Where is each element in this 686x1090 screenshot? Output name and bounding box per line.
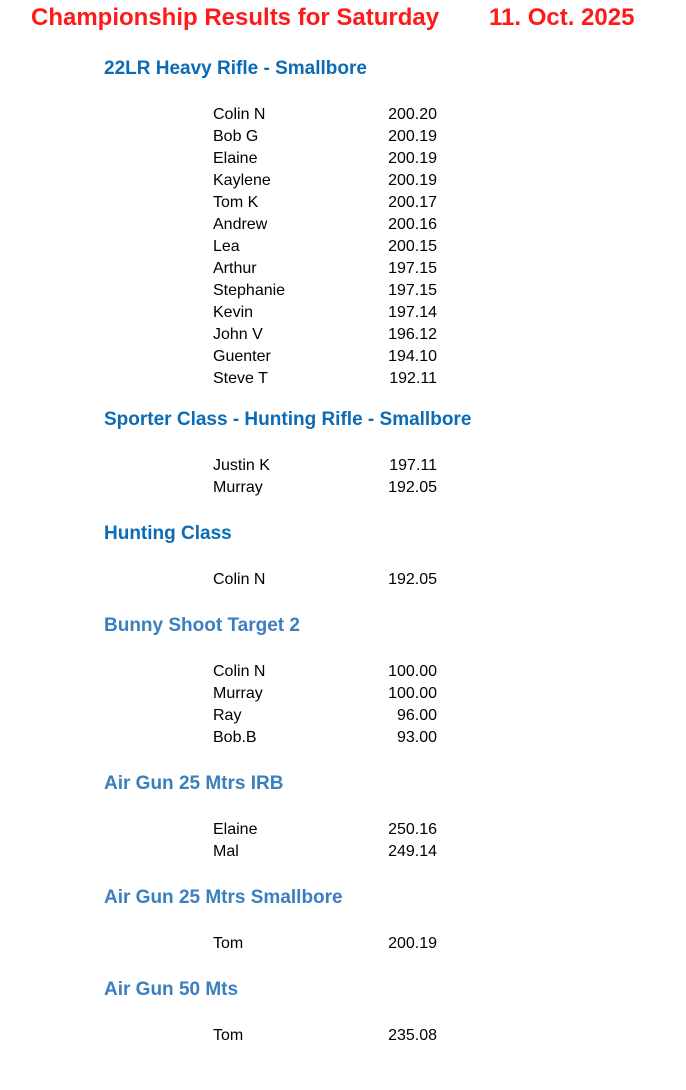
competitor-score: 192.11 <box>389 370 437 387</box>
result-row <box>213 661 473 683</box>
competitor-name: Tom K <box>213 194 259 211</box>
competitor-name: Murray <box>213 685 263 702</box>
competitor-score: 197.11 <box>389 457 437 474</box>
competitor-name: Lea <box>213 238 240 255</box>
result-row <box>213 455 473 477</box>
page-title: Championship Results for Saturday <box>31 4 440 31</box>
result-row <box>213 705 473 727</box>
section-heading: Sporter Class - Hunting Rifle - Smallbore <box>104 409 472 430</box>
result-row <box>213 1025 473 1047</box>
result-row <box>213 170 473 192</box>
competitor-score: 200.19 <box>388 935 437 952</box>
competitor-name: Colin N <box>213 106 266 123</box>
competitor-name: Murray <box>213 479 263 496</box>
competitor-name: Kaylene <box>213 172 271 189</box>
result-row <box>213 236 473 258</box>
competitor-score: 200.20 <box>388 106 437 123</box>
competitor-name: Arthur <box>213 260 257 277</box>
result-row <box>213 104 473 126</box>
competitor-name: Bob.B <box>213 729 257 746</box>
result-row <box>213 727 473 749</box>
competitor-score: 96.00 <box>396 707 437 724</box>
competitor-score: 200.16 <box>388 216 437 233</box>
competitor-name: Justin K <box>213 457 270 474</box>
result-row <box>213 477 473 499</box>
competitor-score: 192.05 <box>388 479 437 496</box>
competitor-name: Bob G <box>213 128 259 145</box>
result-row <box>213 214 473 236</box>
result-row <box>213 192 473 214</box>
result-row <box>213 683 473 705</box>
competitor-score: 100.00 <box>388 685 437 702</box>
result-row <box>213 569 473 591</box>
competitor-score: 197.15 <box>388 282 437 299</box>
competitor-name: Andrew <box>213 216 268 233</box>
results-date: 11. Oct. 2025 <box>489 4 635 31</box>
section-heading: Bunny Shoot Target 2 <box>104 615 300 636</box>
competitor-score: 249.14 <box>388 843 437 860</box>
competitor-score: 197.15 <box>388 260 437 277</box>
competitor-score: 194.10 <box>388 348 437 365</box>
competitor-name: Tom <box>213 935 244 952</box>
competitor-score: 192.05 <box>388 571 437 588</box>
result-row <box>213 324 473 346</box>
competitor-name: Colin N <box>213 663 266 680</box>
section-heading: 22LR Heavy Rifle - Smallbore <box>104 58 367 79</box>
result-row <box>213 148 473 170</box>
competitor-name: John V <box>213 326 263 343</box>
competitor-score: 93.00 <box>396 729 437 746</box>
competitor-name: Guenter <box>213 348 271 365</box>
section-heading: Hunting Class <box>104 523 232 544</box>
competitor-score: 250.16 <box>388 821 437 838</box>
competitor-name: Elaine <box>213 821 258 838</box>
competitor-name: Colin N <box>213 571 266 588</box>
competitor-name: Steve T <box>213 370 268 387</box>
result-row <box>213 368 473 390</box>
competitor-name: Mal <box>213 843 239 860</box>
competitor-name: Kevin <box>213 304 254 321</box>
competitor-score: 196.12 <box>388 326 437 343</box>
result-row <box>213 346 473 368</box>
competitor-name: Elaine <box>213 150 258 167</box>
competitor-name: Tom <box>213 1027 244 1044</box>
competitor-score: 200.19 <box>388 172 437 189</box>
result-row <box>213 841 473 863</box>
result-row <box>213 126 473 148</box>
section-heading: Air Gun 25 Mtrs IRB <box>104 773 284 794</box>
result-row <box>213 280 473 302</box>
competitor-score: 200.17 <box>388 194 437 211</box>
competitor-score: 100.00 <box>388 663 437 680</box>
section-heading: Air Gun 50 Mts <box>104 979 239 1000</box>
competitor-score: 200.19 <box>388 128 437 145</box>
result-row <box>213 819 473 841</box>
result-row <box>213 933 473 955</box>
result-row <box>213 258 473 280</box>
competitor-name: Stephanie <box>213 282 286 299</box>
competitor-score: 197.14 <box>388 304 437 321</box>
competitor-name: Ray <box>213 707 242 724</box>
competitor-score: 235.08 <box>388 1027 437 1044</box>
competitor-score: 200.19 <box>388 150 437 167</box>
result-row <box>213 302 473 324</box>
competitor-score: 200.15 <box>388 238 437 255</box>
section-heading: Air Gun 25 Mtrs Smallbore <box>104 887 343 908</box>
